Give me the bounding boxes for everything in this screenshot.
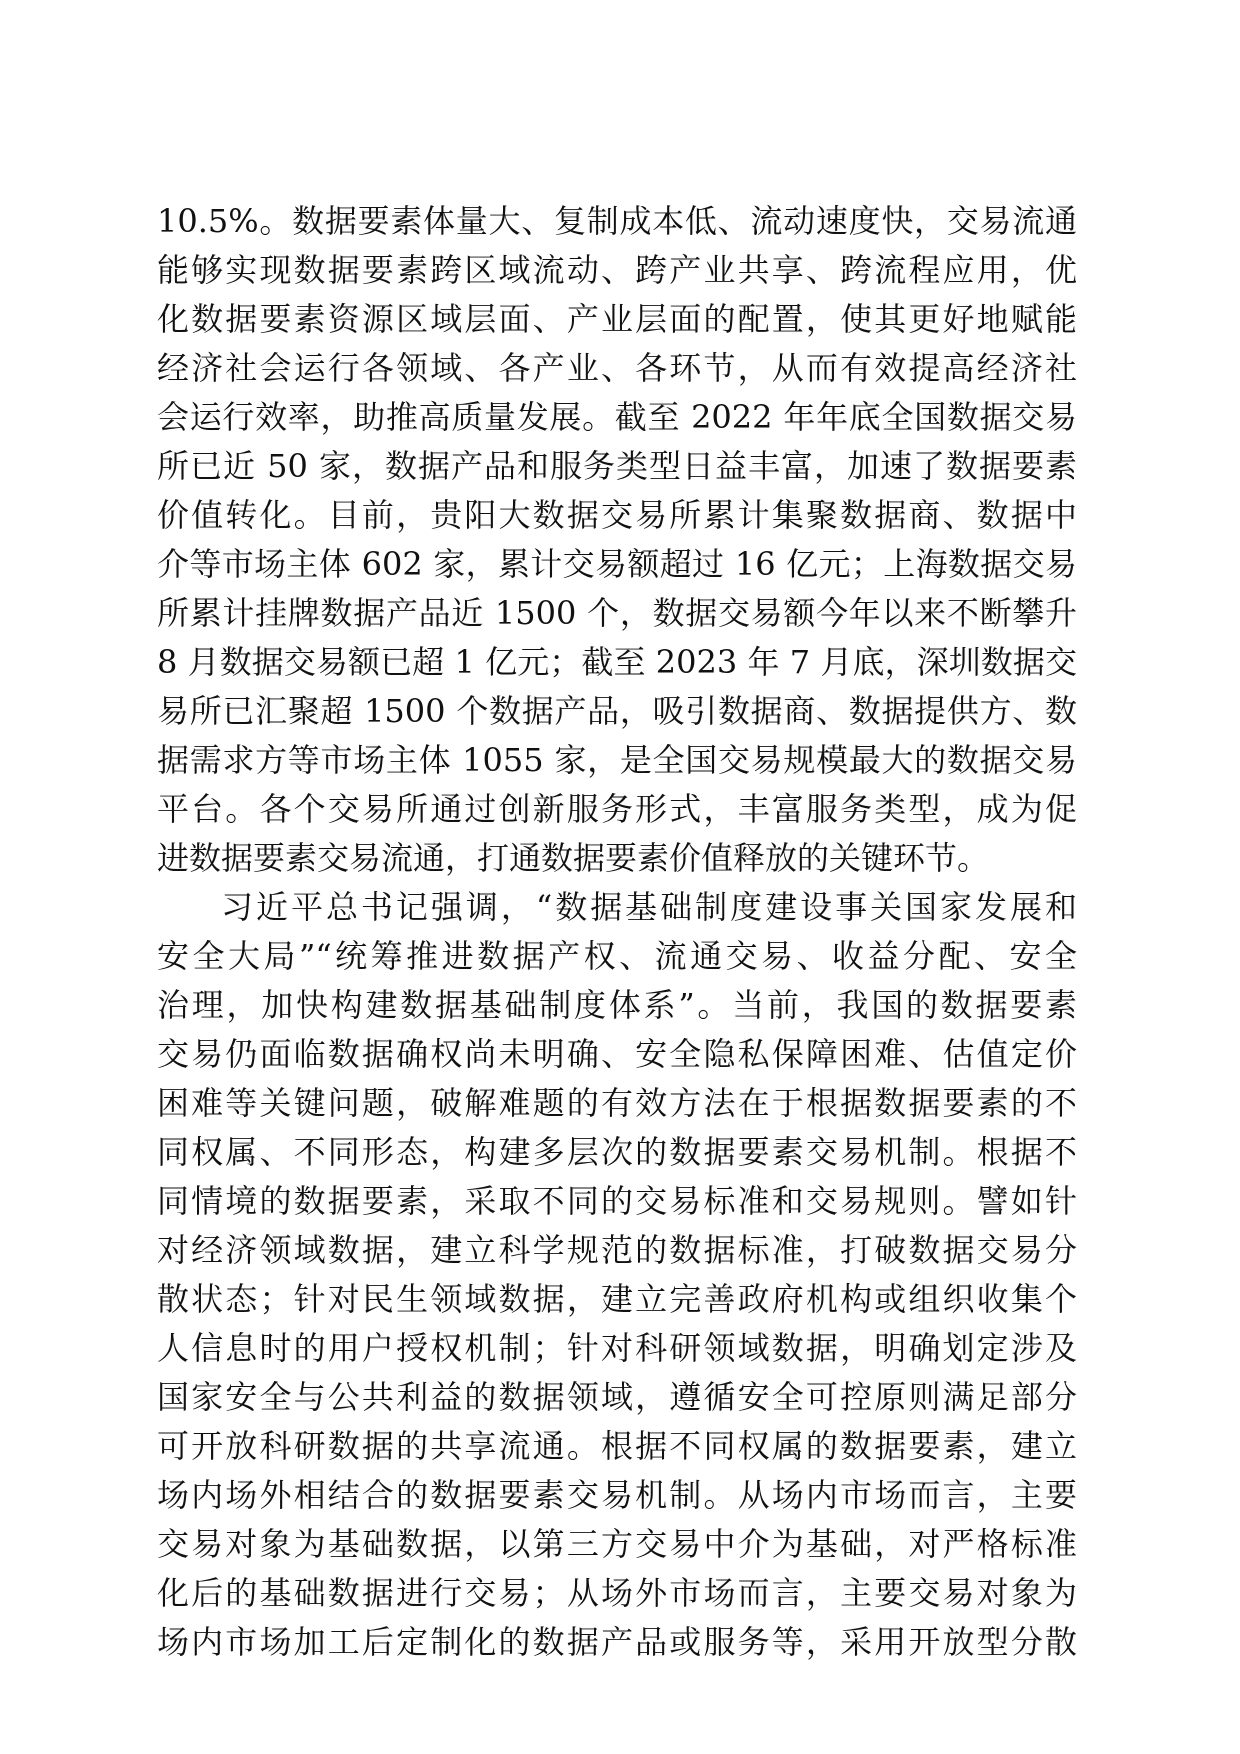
paragraph-2	[157, 883, 1077, 1667]
text-line: 进数据要素交易流通，打通数据要素价值释放的关键环节。	[157, 839, 990, 877]
text-line: 化数据要素资源区域层面、产业层面的配置，使其更好地赋能	[157, 300, 1077, 338]
text-line: 可开放科研数据的共享流通。根据不同权属的数据要素，建立	[157, 1427, 1077, 1465]
paragraph-1	[157, 197, 1077, 883]
text-line: 散状态；针对民生领域数据，建立完善政府机构或组织收集个	[157, 1280, 1077, 1318]
text-line: 交易对象为基础数据，以第三方交易中介为基础，对严格标准	[157, 1525, 1077, 1563]
text-line: 10.5%。数据要素体量大、复制成本低、流动速度快，交易流通	[157, 202, 1077, 240]
text-line: 能够实现数据要素跨区域流动、跨产业共享、跨流程应用，优	[157, 251, 1077, 289]
text-line: 会运行效率，助推高质量发展。截至 2022 年年底全国数据交易	[157, 398, 1077, 436]
text-line: 人信息时的用户授权机制；针对科研领域数据，明确划定涉及	[157, 1329, 1077, 1367]
text-line: 治理，加快构建数据基础制度体系”。当前，我国的数据要素	[157, 986, 1077, 1024]
text-line: 同权属、不同形态，构建多层次的数据要素交易机制。根据不	[157, 1133, 1077, 1171]
text-line: 化后的基础数据进行交易；从场外市场而言，主要交易对象为	[157, 1574, 1077, 1612]
body-text	[157, 197, 1077, 1667]
text-line: 所累计挂牌数据产品近 1500 个，数据交易额今年以来不断攀升	[157, 594, 1077, 632]
text-line: 据需求方等市场主体 1055 家，是全国交易规模最大的数据交易	[157, 741, 1077, 779]
text-line: 习近平总书记强调，“数据基础制度建设事关国家发展和	[221, 888, 1077, 926]
text-line: 场内市场加工后定制化的数据产品或服务等，采用开放型分散	[157, 1623, 1077, 1661]
text-line: 平台。各个交易所通过创新服务形式，丰富服务类型，成为促	[157, 790, 1077, 828]
text-line: 易所已汇聚超 1500 个数据产品，吸引数据商、数据提供方、数	[157, 692, 1077, 730]
text-line: 国家安全与公共利益的数据领域，遵循安全可控原则满足部分	[157, 1378, 1077, 1416]
text-line: 介等市场主体 602 家，累计交易额超过 16 亿元；上海数据交易	[157, 545, 1077, 583]
text-line: 所已近 50 家，数据产品和服务类型日益丰富，加速了数据要素	[157, 447, 1077, 485]
text-line: 交易仍面临数据确权尚未明确、安全隐私保障困难、估值定价	[157, 1035, 1077, 1073]
text-line: 对经济领域数据，建立科学规范的数据标准，打破数据交易分	[157, 1231, 1077, 1269]
text-line: 困难等关键问题，破解难题的有效方法在于根据数据要素的不	[157, 1084, 1077, 1122]
text-line: 经济社会运行各领域、各产业、各环节，从而有效提高经济社	[157, 349, 1077, 387]
text-line: 同情境的数据要素，采取不同的交易标准和交易规则。譬如针	[157, 1182, 1077, 1220]
text-line: 安全大局”“统筹推进数据产权、流通交易、收益分配、安全	[157, 937, 1077, 975]
text-line: 价值转化。目前，贵阳大数据交易所累计集聚数据商、数据中	[157, 496, 1077, 534]
text-line: 8 月数据交易额已超 1 亿元；截至 2023 年 7 月底，深圳数据交	[157, 643, 1077, 681]
text-line: 场内场外相结合的数据要素交易机制。从场内市场而言，主要	[157, 1476, 1077, 1514]
